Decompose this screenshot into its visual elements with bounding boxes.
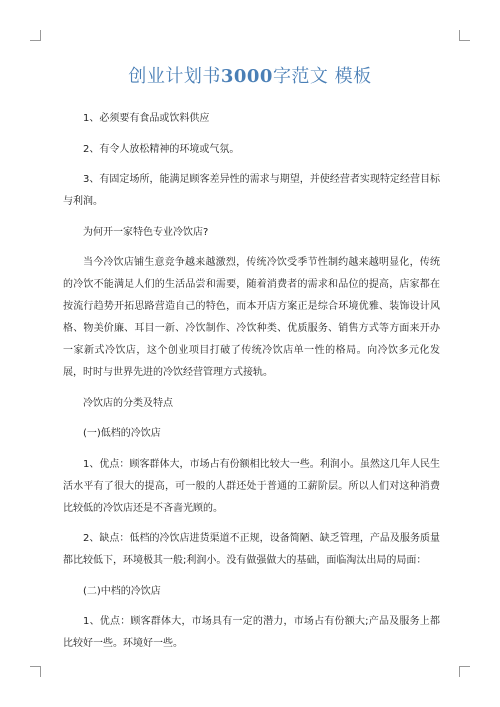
paragraph-question: 为何开一家特色专业冷饮店? — [83, 226, 209, 238]
crop-mark-bottom-right — [459, 666, 470, 677]
crop-mark-top-left — [30, 30, 41, 41]
document-title — [0, 62, 500, 88]
subsection-heading-low-end: (一)低档的冷饮店 — [83, 428, 161, 439]
paragraph-item-2: 2、有令人放松精神的环境或气氛。 — [83, 143, 240, 155]
title-prefix: 创业计划书 — [128, 66, 221, 87]
crop-mark-bottom-left — [30, 666, 41, 677]
section-heading-classification: 冷饮店的分类及特点 — [83, 397, 173, 409]
crop-mark-top-right — [459, 30, 470, 41]
paragraph-mid-range-advantages: 1、优点：顾客群体大，市场具有一定的潜力，市场占有份额大;产品及服务上都比较好一些。环境好一些。 — [63, 616, 440, 649]
paragraph-low-end-advantages: 1、优点：顾客群体大，市场占有份额相比较大一些。利润小。虽然这几年人民生活水平有了很大的提高，可一般的人群还处于普通的工薪阶层。所以人们对这种消费比较低的冷饮店还是不吝啬光顾的。 — [63, 458, 440, 514]
title-suffix: 字范文 模板 — [272, 66, 372, 87]
document-body — [63, 108, 440, 655]
subsection-heading-mid-range: (二)中档的冷饮店 — [83, 585, 161, 597]
paragraph-intro: 当今冷饮店铺生意竞争越来越激烈，传统冷饮受季节性制约越来越明显化，传统的冷饮不能满足人们的生活品尝和需要，随着消费者的需求和品位的提高，店家都在按流行趋势开拓思路营造自己的特色，而本开店方案正是综合环境优雅、装饰设计风格、物美价廉、耳目一新、冷饮制作、冷饮种类、优质服务、销售方式等方面来开办一家新式冷饮店，这个创业项目打破了传统冷饮店单一性的格局。向冷饮多元化发展，时时与世界先进的冷饮经营管理方式接轨。 — [63, 257, 440, 378]
paragraph-low-end-disadvantages: 2、缺点：低档的冷饮店进货渠道不正规，设备简陋、缺乏管理，产品及服务质量都比较低下，环境极其一般;利润小。没有做强做大的基础，面临淘汰出局的局面： — [63, 533, 440, 566]
title-number: 3000 — [220, 66, 273, 87]
paragraph-item-3: 3、有固定场所，能满足顾客差异性的需求与期望，并使经营者实现特定经营目标与利润。 — [63, 174, 440, 207]
paragraph-item-1: 1、必须要有食品或饮料供应 — [83, 113, 210, 124]
